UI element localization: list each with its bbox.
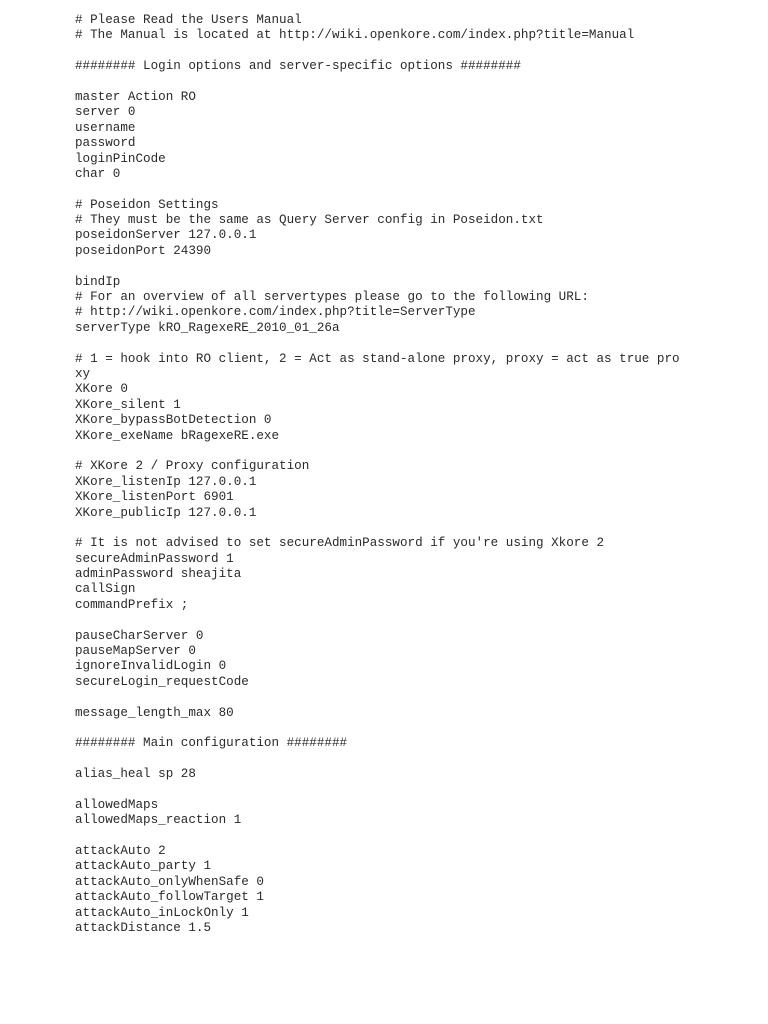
config-line: commandPrefix ; xyxy=(75,597,189,612)
comment-line: ######## Login options and server-specific options ######## xyxy=(75,59,521,74)
blank-line xyxy=(75,752,755,767)
config-line: pauseCharServer 0 xyxy=(75,628,204,643)
config-line: XKore 0 xyxy=(75,382,128,397)
comment-line: # Please Read the Users Manual xyxy=(75,13,302,27)
config-line: server 0 xyxy=(75,105,136,120)
config-line: pauseMapServer 0 xyxy=(75,644,196,659)
blank-line xyxy=(75,521,755,536)
config-line: attackDistance 1.5 xyxy=(75,921,212,936)
config-line: attackAuto 2 xyxy=(75,844,166,859)
blank-line xyxy=(75,44,755,59)
comment-line: # Poseidon Settings xyxy=(75,197,219,212)
config-line: password xyxy=(75,136,136,151)
blank-line xyxy=(75,444,755,459)
blank-line xyxy=(75,613,755,628)
config-line: attackAuto_onlyWhenSafe 0 xyxy=(75,874,264,889)
comment-line: # The Manual is located at http://wiki.openkore.com/index.php?title=Manual xyxy=(75,28,635,43)
comment-line: # XKore 2 / Proxy configuration xyxy=(75,459,310,474)
blank-line xyxy=(75,182,755,197)
config-line: message_length_max 80 xyxy=(75,705,234,720)
config-line: loginPinCode xyxy=(75,151,166,166)
comment-line: # 1 = hook into RO client, 2 = Act as stand-alone proxy, proxy = act as true pro xyxy=(75,351,680,366)
blank-line xyxy=(75,829,755,844)
config-line: bindIp xyxy=(75,274,121,289)
blank-line xyxy=(75,783,755,798)
blank-line xyxy=(75,75,755,90)
config-line: XKore_publicIp 127.0.0.1 xyxy=(75,505,257,520)
blank-line xyxy=(75,336,755,351)
config-line: secureLogin_requestCode xyxy=(75,674,249,689)
config-line: attackAuto_followTarget 1 xyxy=(75,890,264,905)
config-line: XKore_exeName bRagexeRE.exe xyxy=(75,428,280,443)
config-line: username xyxy=(75,120,136,135)
blank-line xyxy=(75,690,755,705)
config-line: XKore_bypassBotDetection 0 xyxy=(75,413,272,428)
config-line: XKore_listenPort 6901 xyxy=(75,490,234,505)
config-line: allowedMaps xyxy=(75,797,159,812)
config-line: poseidonPort 24390 xyxy=(75,243,212,258)
config-line: char 0 xyxy=(75,166,121,181)
comment-line: # For an overview of all servertypes please go to the following URL: xyxy=(75,290,589,305)
config-line: allowedMaps_reaction 1 xyxy=(75,813,242,828)
config-line: XKore_listenIp 127.0.0.1 xyxy=(75,474,257,489)
config-line: ignoreInvalidLogin 0 xyxy=(75,659,227,674)
blank-line xyxy=(75,721,755,736)
config-line: secureAdminPassword 1 xyxy=(75,551,234,566)
config-line: adminPassword sheajita xyxy=(75,567,242,582)
config-line: callSign xyxy=(75,582,136,597)
comment-line: # http://wiki.openkore.com/index.php?title=ServerType xyxy=(75,305,476,320)
config-line: attackAuto_inLockOnly 1 xyxy=(75,905,249,920)
config-line: poseidonServer 127.0.0.1 xyxy=(75,228,257,243)
blank-line xyxy=(75,259,755,274)
config-line: alias_heal sp 28 xyxy=(75,767,196,782)
comment-line: ######## Main configuration ######## xyxy=(75,736,348,751)
config-line: master Action RO xyxy=(75,89,196,104)
comment-line: # It is not advised to set secureAdminPassword if you're using Xkore 2 xyxy=(75,536,605,551)
config-line: attackAuto_party 1 xyxy=(75,859,212,874)
config-line: serverType kRO_RagexeRE_2010_01_26a xyxy=(75,320,340,335)
config-document xyxy=(75,13,755,936)
config-line: XKore_silent 1 xyxy=(75,397,181,412)
comment-line: # They must be the same as Query Server config in Poseidon.txt xyxy=(75,213,544,228)
config-line: xy xyxy=(75,366,91,381)
